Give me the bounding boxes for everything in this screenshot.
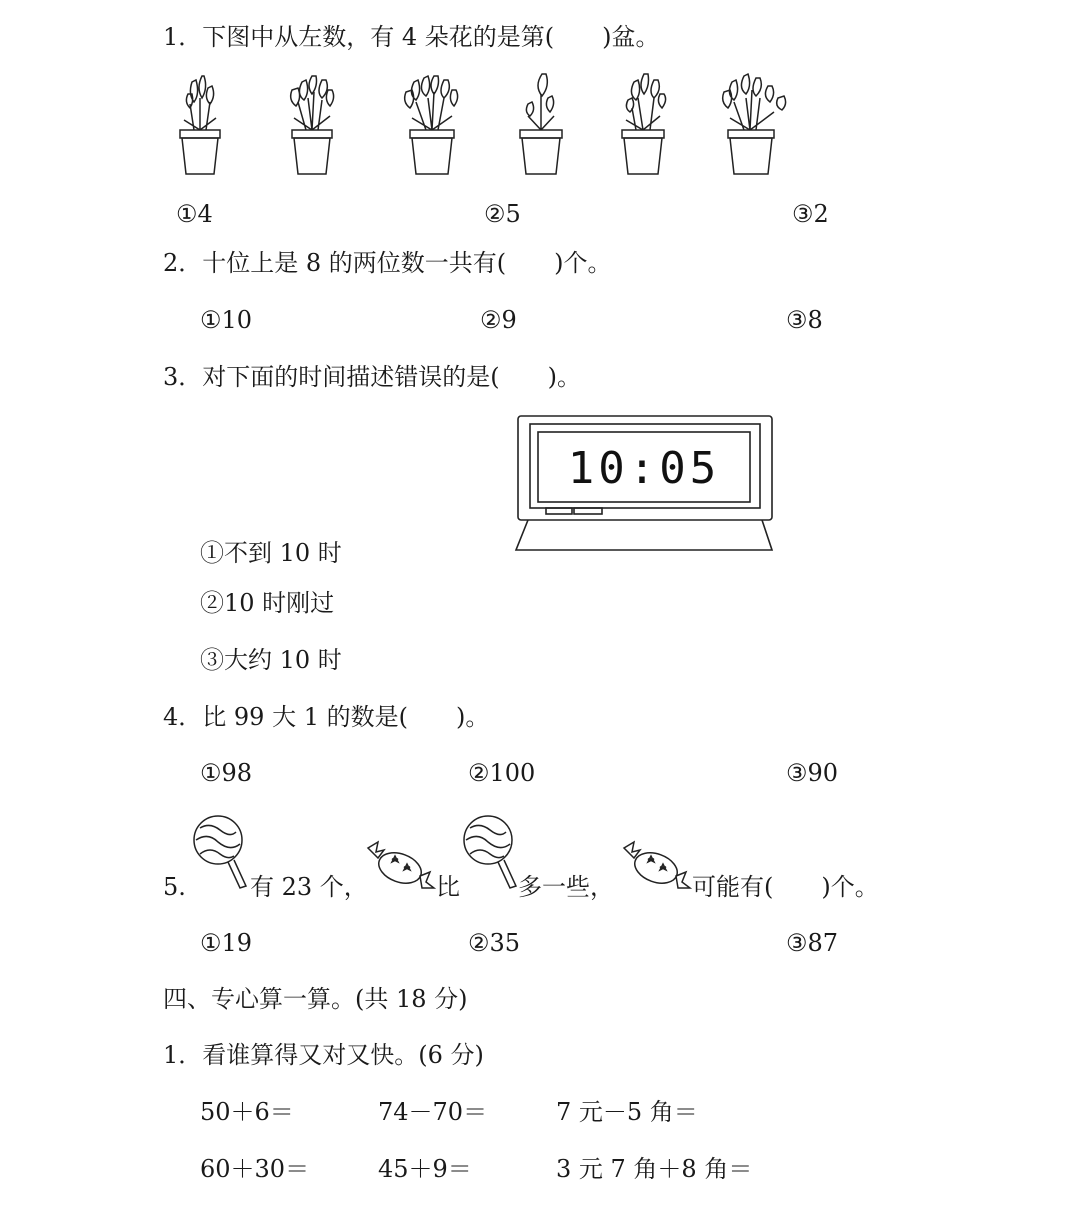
q4-option-2[interactable]: ②100 (468, 759, 536, 787)
calc-item: 7 元－5 角＝ (556, 1098, 698, 1126)
flower-pot-2 (282, 68, 342, 176)
candy-icon (364, 838, 436, 896)
flower-pot-5 (614, 68, 672, 176)
candy-icon-2 (620, 838, 692, 896)
q3-option-2[interactable]: ②10 时刚过 (200, 589, 335, 617)
calc-item: 50＋6＝ (200, 1098, 294, 1126)
flower-pot-6 (718, 68, 798, 176)
calc-item: 60＋30＝ (200, 1155, 310, 1183)
q2-text: 2．十位上是 8 的两位数一共有( )个。 (163, 249, 612, 277)
calc-item: 45＋9＝ (378, 1155, 472, 1183)
q5-option-1[interactable]: ①19 (200, 929, 253, 957)
q5-part2: 比 (436, 873, 460, 901)
q5-part4: 可能有( )个。 (692, 873, 879, 901)
q3-option-1[interactable]: ①不到 10 时 (200, 539, 342, 567)
lollipop-icon (190, 812, 250, 892)
calc-item: 3 元 7 角＋8 角＝ (556, 1155, 753, 1183)
q5-part1: 有 23 个， (250, 873, 368, 901)
q5-option-3[interactable]: ③87 (786, 929, 839, 957)
flower-pot-3 (400, 68, 464, 176)
q1-option-2[interactable]: ②5 (484, 200, 521, 228)
q2-option-1[interactable]: ①10 (200, 306, 253, 334)
q5-number: 5. (163, 873, 186, 901)
flower-pot-4 (514, 68, 568, 176)
flower-pot-1 (172, 68, 228, 176)
calc-item: 74－70＝ (378, 1098, 488, 1126)
lollipop-icon-2 (460, 812, 520, 892)
q4-option-1[interactable]: ①98 (200, 759, 253, 787)
clock-display: 10:05 (567, 443, 721, 494)
q2-option-2[interactable]: ②9 (480, 306, 517, 334)
q1-option-3[interactable]: ③2 (792, 200, 829, 228)
section4-sub1: 1．看谁算得又对又快。(6 分) (163, 1041, 484, 1069)
q4-text: 4．比 99 大 1 的数是( )。 (163, 703, 490, 731)
q3-text: 3．对下面的时间描述错误的是( )。 (163, 363, 581, 391)
q4-option-3[interactable]: ③90 (786, 759, 839, 787)
q5-part3: 多一些， (518, 873, 614, 901)
section4-title: 四、专心算一算。(共 18 分) (163, 985, 468, 1013)
q3-option-3[interactable]: ③大约 10 时 (200, 646, 342, 674)
q2-option-3[interactable]: ③8 (786, 306, 823, 334)
q5-option-2[interactable]: ②35 (468, 929, 521, 957)
digital-clock (514, 414, 776, 554)
q1-text: 1．下图中从左数，有 4 朵花的是第( )盆。 (163, 23, 660, 51)
q1-option-1[interactable]: ①4 (176, 200, 213, 228)
